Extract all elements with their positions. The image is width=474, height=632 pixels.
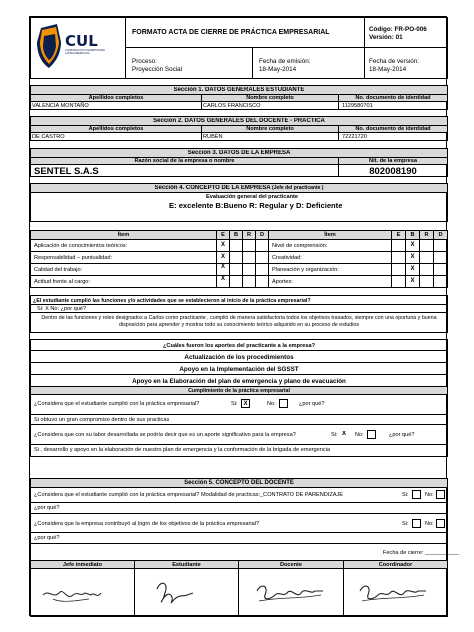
signature-header: Docente (238, 560, 344, 569)
signature-box-teacher[interactable] (238, 568, 344, 617)
handwritten-signature (31, 569, 134, 616)
contribution-item[interactable]: Actualización de los procedimientos (30, 350, 448, 363)
right-item-row: Creatividad: (268, 251, 392, 264)
left-mark-cell[interactable] (255, 275, 269, 288)
right-mark-cell[interactable] (419, 275, 434, 288)
version-date-cell (364, 47, 448, 79)
student-surnames-field[interactable]: VALENCIA MONTAÑO (30, 101, 202, 110)
teacher-id-field[interactable]: 72221720 (338, 132, 448, 141)
section2-title: Sección 2. DATOS GENERALES DEL DOCENTE - PRACTICA (153, 118, 325, 124)
right-mark-cell[interactable]: X (405, 251, 420, 264)
teacher-compliance-row: ¿Considera que el estudiante cumplió con la práctica empresarial? Modalidad de practicas:_CONTRATO DE PARENDIZAJE Si: No: (30, 487, 448, 503)
right-mark-cell[interactable] (391, 275, 406, 288)
left-mark-cell[interactable]: X (216, 239, 230, 252)
form-code: Código: FR-PO-006 (369, 26, 427, 33)
right-item-row: Nivel de comprensión: (268, 239, 392, 252)
signature-box-student[interactable] (134, 568, 239, 617)
teacher-compliance-why-row[interactable]: ¿por qué? (30, 502, 448, 514)
s3-col-nit: Nit. de la empresa (338, 157, 448, 165)
s2-col-id: No. documento de identidad (338, 125, 448, 133)
evaluation-scale: E: excelente B:Bueno R: Regular y D: Deficiente (169, 202, 343, 210)
functions-question-row: ¿El estudiante cumplió las funciones y/o actividades que se establecieron al inicio de la práctica empresarial? (30, 295, 448, 305)
left-item-row: Aplicación de conocimientos teóricos: (30, 239, 217, 252)
left-grade-r: R (242, 230, 256, 240)
handwritten-signature (239, 569, 343, 616)
compliance-title-bar: Cumplimiento de la práctica empresarial (30, 386, 448, 395)
evaluation-title: Evaluación general del practicante (206, 194, 299, 200)
right-item-header: Ítem (268, 230, 392, 240)
student-id-field[interactable]: 1129580701 (338, 101, 448, 110)
s2-col-name: Nombre completo (201, 125, 339, 133)
left-item-header: Ítem (30, 230, 217, 240)
functions-answer-row[interactable]: Si: X No: ¿por qué? (30, 304, 448, 313)
section4-title: Sección 4. CONCEPTO DE LA EMPRESA (Jefe del practicante ) (154, 185, 324, 191)
signature-header: Estudiante (134, 560, 239, 569)
right-grade-b: B (405, 230, 420, 240)
right-mark-cell[interactable]: X (405, 263, 420, 276)
handwritten-signature (135, 569, 238, 616)
version-date-label: Fecha de versión: (369, 58, 420, 65)
left-grade-e: E (216, 230, 230, 240)
s1-col-id: No. documento de identidad (338, 94, 448, 102)
significance-question-row: ¿Considera que con su labor desarrollada se podría decir que es un aporte significativo para la empresa? Si: X No: ¿por qué? (30, 424, 448, 445)
close-date-row (30, 543, 460, 561)
teacher-compliance-no-checkbox[interactable] (436, 490, 445, 499)
logo-text: CUL (65, 32, 98, 50)
form-page (29, 16, 460, 616)
right-grade-e: E (391, 230, 406, 240)
company-nit-field[interactable]: 802008190 (338, 164, 448, 177)
version-date: 18-May-2014 (369, 66, 407, 73)
compliance-justification-field[interactable]: Si obtuvo un gran compromiso dentro de sus practicas (30, 414, 448, 425)
teacher-name-field[interactable]: RUBÉN (201, 132, 339, 141)
company-contribution-row: ¿Considera que la empresa contribuyó al logro de los objetivos de la práctica empresarial? Si: No: (30, 513, 448, 533)
significance-yes-mark[interactable]: X (342, 431, 347, 437)
logo-subtitle: CORPORACIÓN UNIVERSITARIA LATINOAMERICANA (65, 49, 105, 55)
left-mark-cell[interactable]: X (216, 251, 230, 264)
company-contribution-no-checkbox[interactable] (436, 519, 445, 528)
significance-justification-field[interactable]: Si , desarrollo y apoyo en la elaboración de nuestro plan de emergencia y la conformación de la brigada de emergencia (30, 444, 448, 457)
process-label: Proceso: (132, 58, 157, 65)
signature-header: Coordinador (343, 560, 448, 569)
signature-box-coordinator[interactable] (343, 568, 448, 617)
s1-col-surnames: Apellidos completos (30, 94, 202, 102)
section3-title: Sección 3. DATOS DE LA EMPRESA (187, 150, 291, 156)
s2-col-surnames: Apellidos completos (30, 125, 202, 133)
left-mark-cell[interactable]: X (216, 263, 230, 276)
emission-cell (252, 47, 365, 79)
left-mark-cell[interactable]: X (216, 275, 230, 288)
close-date-field[interactable]: Fecha de cierre: ___________ (383, 550, 460, 556)
handwritten-signature (344, 569, 447, 616)
process-cell (125, 47, 253, 79)
student-name-field[interactable]: CARLOS FRANCISCO (201, 101, 339, 110)
right-mark-cell[interactable]: X (405, 239, 420, 252)
functions-justification-field[interactable]: Dentro de las funciones y roles designados a Carlos como practicante , cumplió de manera satisfactoria todos los objetivos trasados, siempre con una oportuna y buena disposición para aprender y mostrar todo su conocimiento teórico adquirido en su proceso de estudios (30, 312, 448, 333)
s3-col-company: Razón social de la empresa o nombre (30, 157, 339, 165)
left-item-row: Actitud frente al cargo: (30, 275, 217, 288)
signature-box-boss[interactable] (30, 568, 135, 617)
left-item-row: Responsabilidad – puntualidad: (30, 251, 217, 264)
teacher-surnames-field[interactable]: DE CASTRO (30, 132, 202, 141)
right-grade-r: R (419, 230, 434, 240)
significance-no-checkbox[interactable] (367, 430, 376, 439)
section5-title: Sección 5. CONCEPTO DEL DOCENTE (184, 480, 294, 486)
right-mark-cell[interactable] (433, 275, 448, 288)
code-cell (364, 17, 448, 48)
contributions-question-row: ¿Cuáles fueron los aportes del practicante a la empresa? (30, 339, 448, 351)
process-value: Proyección Social (132, 66, 183, 73)
form-version: Versión: 01 (369, 34, 403, 41)
right-mark-cell[interactable]: X (405, 275, 420, 288)
company-name-field[interactable]: SENTEL S.A.S (30, 164, 339, 177)
signature-header: Jefe inmediato (30, 560, 135, 569)
right-item-row: Aportes: (268, 275, 392, 288)
left-item-row: Calidad del trabajo: (30, 263, 217, 276)
s1-col-name: Nombre completo (201, 94, 339, 102)
compliance-question-row: ¿Considera que el estudiante cumplió con la práctica empresarial? Si: X No: ¿por qué? (30, 394, 448, 415)
emission-date: 18-May-2014 (259, 66, 297, 73)
compliance-yes-checkbox[interactable]: X (241, 399, 250, 408)
compliance-no-checkbox[interactable] (279, 399, 288, 408)
form-title: FORMATO ACTA DE CIERRE DE PRÁCTICA EMPRESARIAL (132, 29, 330, 36)
left-mark-cell[interactable] (242, 275, 256, 288)
left-mark-cell[interactable] (229, 275, 243, 288)
contribution-item[interactable]: Apoyo en la Implementación del SGSST (30, 362, 448, 375)
left-grade-b: B (229, 230, 243, 240)
company-contribution-why-row[interactable]: ¿por qué? (30, 532, 448, 544)
company-contribution-yes-checkbox[interactable] (412, 519, 421, 528)
logo-box (30, 17, 126, 79)
form-title-cell (125, 17, 365, 48)
emission-label: Fecha de emisión: (259, 58, 311, 65)
section1-title: Sección 1. DATOS GENERALES ESTUDIANTE (173, 87, 305, 93)
teacher-compliance-yes-checkbox[interactable] (412, 490, 421, 499)
evaluation-scale-box (30, 192, 448, 222)
right-grade-d: D (433, 230, 448, 240)
right-item-row: Planeación y organización: (268, 263, 392, 276)
contribution-item[interactable]: Apoyo en la Elaboración del plan de emergencia y plano de evacuación (30, 374, 448, 387)
left-grade-d: D (255, 230, 269, 240)
